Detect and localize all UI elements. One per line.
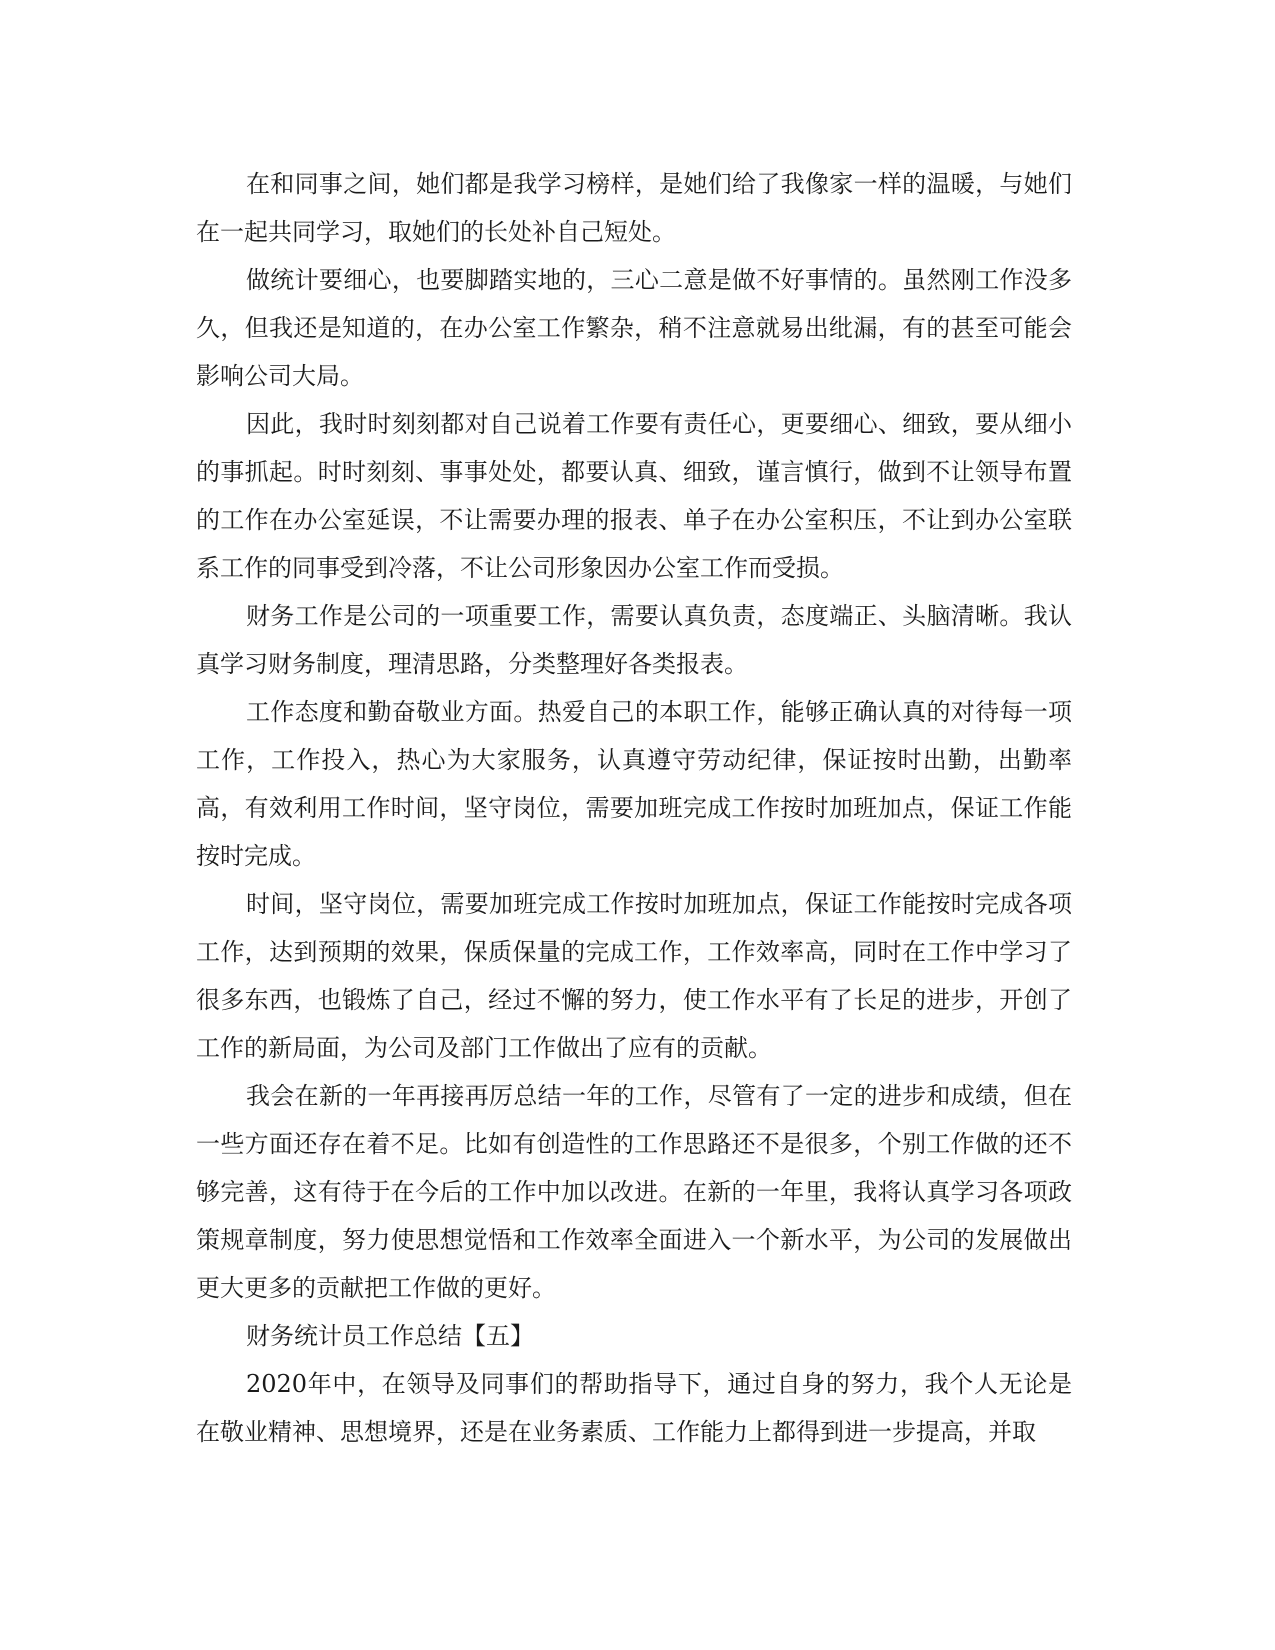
paragraph-finance-work: 财务工作是公司的一项重要工作，需要认真负责，态度端正、头脑清晰。我认真学习财务制度，理清思路，分类整理好各类报表。 xyxy=(196,602,1072,678)
document-body xyxy=(196,160,1072,1456)
paragraph-responsibility: 因此，我时时刻刻都对自己说着工作要有责任心，更要细心、细致，要从细小的事抓起。时时刻刻、事事处处，都要认真、细致，谨言慎行，做到不让领导布置的工作在办公室延误，不让需要办理的报表、单子在办公室积压，不让到办公室联系工作的同事受到冷落，不让公司形象因办公室工作而受损。 xyxy=(196,410,1072,582)
section-heading-five: 财务统计员工作总结【五】 xyxy=(246,1322,534,1350)
paragraph-overtime: 时间，坚守岗位，需要加班完成工作按时加班加点，保证工作能按时完成各项工作，达到预期的效果，保质保量的完成工作，工作效率高，同时在工作中学习了很多东西，也锻炼了自己，经过不懈的努力，使工作水平有了长足的进步，开创了工作的新局面，为公司及部门工作做出了应有的贡献。 xyxy=(196,890,1072,1062)
paragraph-work-attitude: 工作态度和勤奋敬业方面。热爱自己的本职工作，能够正确认真的对待每一项工作，工作投入，热心为大家服务，认真遵守劳动纪律，保证按时出勤，出勤率高，有效利用工作时间，坚守岗位，需要加班完成工作按时加班加点，保证工作能按时完成。 xyxy=(196,698,1072,870)
paragraph-colleagues: 在和同事之间，她们都是我学习榜样，是她们给了我像家一样的温暖，与她们在一起共同学习，取她们的长处补自己短处。 xyxy=(196,170,1072,246)
paragraph-new-year-plan: 我会在新的一年再接再厉总结一年的工作，尽管有了一定的进步和成绩，但在一些方面还存在着不足。比如有创造性的工作思路还不是很多，个别工作做的还不够完善，这有待于在今后的工作中加以改进。在新的一年里，我将认真学习各项政策规章制度，努力使思想觉悟和工作效率全面进入一个新水平，为公司的发展做出更大更多的贡献把工作做的更好。 xyxy=(196,1082,1072,1302)
paragraph-statistics-carefulness: 做统计要细心，也要脚踏实地的，三心二意是做不好事情的。虽然刚工作没多久，但我还是知道的，在办公室工作繁杂，稍不注意就易出纰漏，有的甚至可能会影响公司大局。 xyxy=(196,266,1072,390)
paragraph-2020-summary: 2020年中，在领导及同事们的帮助指导下，通过自身的努力，我个人无论是在敬业精神、思想境界，还是在业务素质、工作能力上都得到进一步提高，并取 xyxy=(196,1370,1072,1446)
